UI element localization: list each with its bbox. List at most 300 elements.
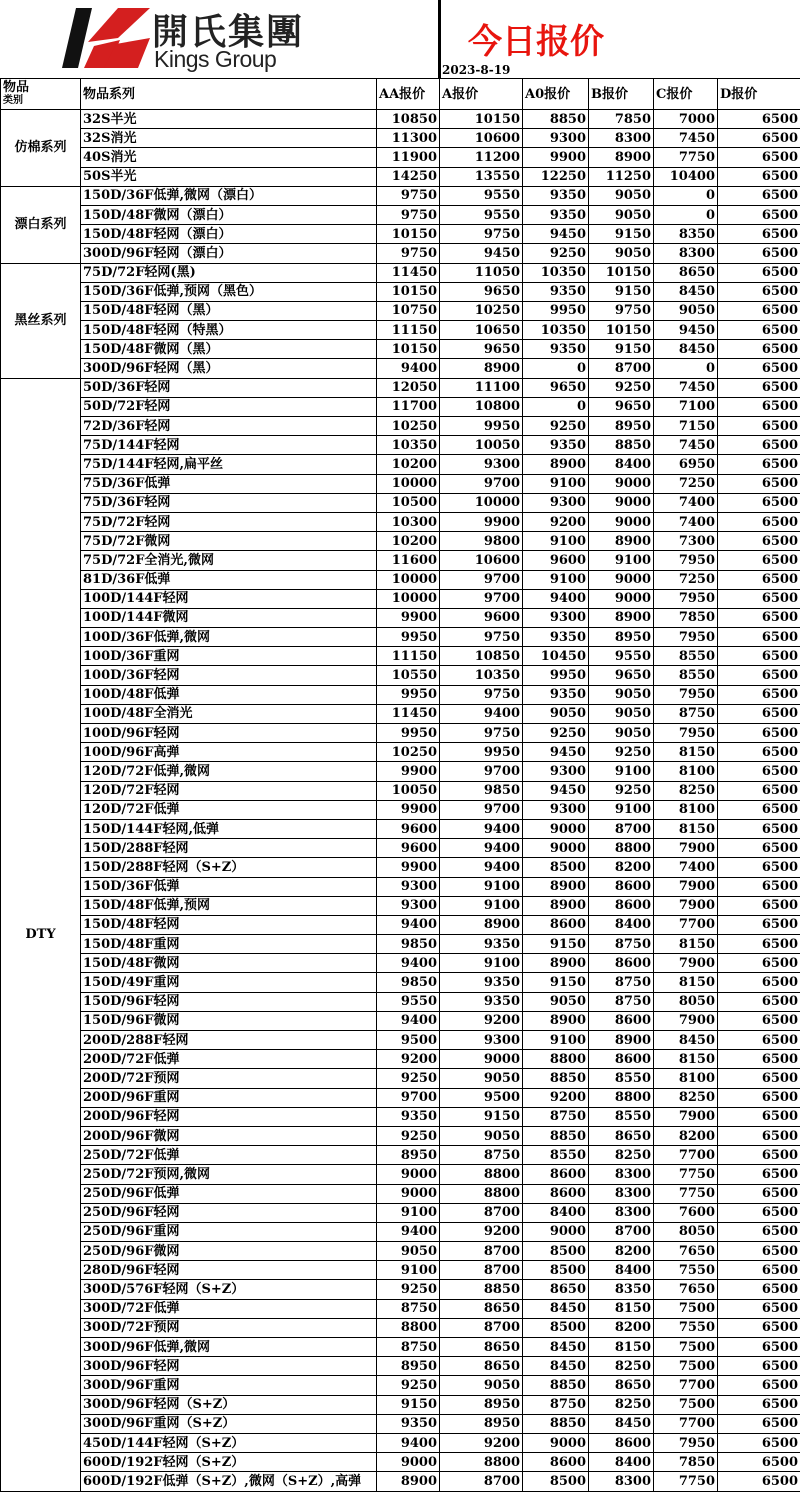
price-cell: 6500 [718,1011,800,1030]
series-cell: 75D/144F轻网 [81,436,377,455]
price-cell: 6500 [718,915,800,934]
series-cell: 100D/36F低弹,微网 [81,628,377,647]
price-cell: 9000 [589,474,654,493]
price-cell: 10600 [440,129,523,148]
price-cell: 9300 [523,608,589,627]
price-cell: 6500 [718,1453,800,1472]
series-cell: 150D/36F低弹,微网（漂白） [81,186,377,205]
price-cell: 9300 [440,455,523,474]
price-cell: 9700 [440,570,523,589]
price-cell: 7850 [589,110,654,129]
price-cell: 10450 [523,647,589,666]
series-cell: 150D/48F轻网（黑） [81,301,377,320]
table-row [1,474,800,493]
price-cell: 8900 [377,1472,440,1491]
price-cell: 13550 [440,167,523,186]
price-cell: 7400 [654,858,718,877]
price-cell: 9100 [523,570,589,589]
quote-date: 2023-8-19 [442,63,511,77]
table-row [1,1184,800,1203]
price-cell: 7900 [654,896,718,915]
price-cell: 9350 [523,628,589,647]
price-table [0,78,800,1492]
price-cell: 8600 [523,1184,589,1203]
price-cell: 8600 [589,877,654,896]
price-cell: 9050 [523,992,589,1011]
price-cell: 6500 [718,647,800,666]
price-cell: 6500 [718,321,800,340]
price-cell: 9350 [377,1414,440,1433]
price-cell: 7950 [654,589,718,608]
price-cell: 8900 [440,915,523,934]
category-cell: DTY [1,378,81,1491]
price-cell: 9050 [589,724,654,743]
price-cell: 6500 [718,1395,800,1414]
table-row [1,704,800,723]
price-cell: 8650 [654,263,718,282]
price-cell: 9350 [377,1107,440,1126]
table-row [1,321,800,340]
price-cell: 7450 [654,436,718,455]
price-cell: 7100 [654,397,718,416]
price-cell: 10500 [377,493,440,512]
price-cell: 9150 [523,935,589,954]
price-cell: 0 [654,205,718,224]
price-cell: 10000 [440,493,523,512]
series-cell: 75D/72F微网 [81,532,377,551]
price-cell: 9100 [523,1031,589,1050]
table-row [1,167,800,186]
price-cell: 9100 [377,1261,440,1280]
price-cell: 9350 [523,282,589,301]
series-cell: 150D/48F低弹,预网 [81,896,377,915]
price-cell: 9000 [589,570,654,589]
price-cell: 9300 [440,1031,523,1050]
price-cell: 7950 [654,724,718,743]
price-cell: 10850 [377,110,440,129]
brand-name-cn: 開氏集團 [152,12,305,53]
price-cell: 9000 [523,839,589,858]
price-cell: 8750 [523,1395,589,1414]
table-body [1,110,800,1492]
price-cell: 9400 [377,359,440,378]
price-cell: 0 [654,359,718,378]
series-cell: 120D/72F低弹,微网 [81,762,377,781]
price-cell: 8500 [523,1242,589,1261]
price-cell: 8850 [523,1069,589,1088]
price-cell: 10200 [377,532,440,551]
price-cell: 10000 [377,474,440,493]
price-cell: 6500 [718,186,800,205]
price-cell: 7500 [654,1357,718,1376]
price-cell: 9700 [440,589,523,608]
price-cell: 8600 [523,1165,589,1184]
price-cell: 6500 [718,1414,800,1433]
price-cell: 8900 [523,877,589,896]
table-row [1,1069,800,1088]
table-row [1,954,800,973]
price-cell: 8950 [377,1146,440,1165]
price-cell: 8450 [654,1031,718,1050]
price-cell: 8050 [654,1222,718,1241]
header-aa: AA报价 [377,79,440,110]
header-a0: A0报价 [523,79,589,110]
price-cell: 8400 [589,455,654,474]
price-cell: 6500 [718,724,800,743]
price-cell: 9000 [589,512,654,531]
table-row [1,301,800,320]
series-cell: 150D/49F重网 [81,973,377,992]
price-cell: 6500 [718,455,800,474]
price-cell: 9750 [440,628,523,647]
series-cell: 75D/144F轻网,扁平丝 [81,455,377,474]
price-cell: 8950 [589,628,654,647]
header-category: 物品 类别 [1,79,81,110]
price-cell: 8500 [523,858,589,877]
price-cell: 8200 [589,1318,654,1337]
series-cell: 100D/144F微网 [81,608,377,627]
table-row [1,570,800,589]
price-cell: 8300 [654,244,718,263]
series-cell: 600D/192F轻网（S+Z） [81,1453,377,1472]
price-cell: 8650 [440,1357,523,1376]
price-cell: 8650 [523,1280,589,1299]
price-cell: 9100 [589,762,654,781]
header [0,0,800,78]
price-cell: 7600 [654,1203,718,1222]
price-cell: 8850 [440,1280,523,1299]
price-cell: 7750 [654,148,718,167]
table-row [1,1165,800,1184]
price-cell: 8700 [589,819,654,838]
table-row [1,1280,800,1299]
price-cell: 8800 [377,1318,440,1337]
price-cell: 9250 [377,1126,440,1145]
price-cell: 6500 [718,474,800,493]
price-cell: 9400 [377,1222,440,1241]
price-cell: 7500 [654,1338,718,1357]
table-row [1,839,800,858]
price-cell: 7250 [654,570,718,589]
price-cell: 8600 [589,896,654,915]
price-cell: 6500 [718,512,800,531]
price-cell: 6500 [718,608,800,627]
series-cell: 100D/96F轻网 [81,724,377,743]
price-cell: 6500 [718,148,800,167]
table-row [1,1031,800,1050]
table-row [1,896,800,915]
price-cell: 6500 [718,1165,800,1184]
price-cell: 7700 [654,915,718,934]
price-cell: 6500 [718,992,800,1011]
series-cell: 40S消光 [81,148,377,167]
table-row [1,935,800,954]
price-cell: 6500 [718,1261,800,1280]
price-cell: 8750 [377,1299,440,1318]
series-cell: 32S消光 [81,129,377,148]
table-row [1,148,800,167]
series-cell: 250D/96F低弹 [81,1184,377,1203]
price-cell: 9650 [440,340,523,359]
price-cell: 8850 [523,1376,589,1395]
price-cell: 11100 [440,378,523,397]
price-cell: 10150 [377,225,440,244]
price-cell: 9250 [377,1280,440,1299]
price-cell: 8700 [440,1472,523,1491]
table-row [1,1357,800,1376]
price-cell: 6500 [718,551,800,570]
price-cell: 8150 [589,1338,654,1357]
price-cell: 10750 [377,301,440,320]
price-cell: 10300 [377,512,440,531]
price-cell: 11250 [589,167,654,186]
price-cell: 6500 [718,1107,800,1126]
price-cell: 9400 [377,1011,440,1030]
table-row [1,417,800,436]
price-cell: 7150 [654,417,718,436]
table-row [1,493,800,512]
series-cell: 32S半光 [81,110,377,129]
series-cell: 250D/96F微网 [81,1242,377,1261]
series-cell: 100D/96F高弹 [81,743,377,762]
series-cell: 150D/48F微网 [81,954,377,973]
price-cell: 0 [523,359,589,378]
price-cell: 9950 [523,666,589,685]
table-row [1,858,800,877]
price-cell: 6500 [718,743,800,762]
price-cell: 9400 [440,858,523,877]
price-cell: 9550 [440,205,523,224]
price-cell: 9050 [440,1069,523,1088]
price-cell: 6500 [718,704,800,723]
price-cell: 6500 [718,532,800,551]
price-cell: 9800 [440,532,523,551]
price-cell: 9300 [523,762,589,781]
series-cell: 120D/72F轻网 [81,781,377,800]
price-cell: 9100 [523,532,589,551]
price-cell: 7700 [654,1414,718,1433]
price-cell: 8700 [440,1242,523,1261]
price-cell: 10050 [377,781,440,800]
price-cell: 9100 [523,474,589,493]
price-cell: 9000 [589,589,654,608]
price-cell: 8250 [654,1088,718,1107]
price-cell: 8750 [377,1338,440,1357]
price-cell: 8550 [589,1107,654,1126]
price-cell: 10800 [440,397,523,416]
price-cell: 9150 [440,1107,523,1126]
price-cell: 8800 [589,839,654,858]
price-cell: 10400 [654,167,718,186]
price-cell: 11150 [377,647,440,666]
price-cell: 7750 [654,1165,718,1184]
price-cell: 9250 [377,1069,440,1088]
price-cell: 8150 [654,973,718,992]
price-cell: 6500 [718,800,800,819]
series-cell: 600D/192F低弹（S+Z）,微网（S+Z）,高弹 [81,1472,377,1491]
price-cell: 10200 [377,455,440,474]
price-cell: 7950 [654,685,718,704]
price-cell: 9350 [440,935,523,954]
price-cell: 6500 [718,493,800,512]
price-cell: 9600 [377,819,440,838]
price-cell: 9450 [654,321,718,340]
price-cell: 7950 [654,628,718,647]
price-cell: 9650 [589,666,654,685]
price-cell: 9000 [377,1165,440,1184]
series-cell: 200D/96F微网 [81,1126,377,1145]
price-cell: 9150 [589,340,654,359]
price-cell: 7850 [654,608,718,627]
series-cell: 250D/96F轻网 [81,1203,377,1222]
series-cell: 100D/144F轻网 [81,589,377,608]
table-row [1,915,800,934]
price-cell: 6500 [718,1299,800,1318]
series-cell: 300D/96F轻网（S+Z） [81,1395,377,1414]
price-cell: 8600 [589,1011,654,1030]
series-cell: 120D/72F低弹 [81,800,377,819]
series-cell: 50S半光 [81,167,377,186]
price-cell: 8450 [523,1357,589,1376]
table-row [1,1299,800,1318]
table-row [1,263,800,282]
series-cell: 300D/72F预网 [81,1318,377,1337]
price-cell: 12250 [523,167,589,186]
price-cell: 8100 [654,800,718,819]
price-cell: 8050 [654,992,718,1011]
series-cell: 300D/576F轻网（S+Z） [81,1280,377,1299]
price-cell: 7750 [654,1184,718,1203]
price-cell: 6500 [718,1433,800,1452]
price-cell: 9100 [440,877,523,896]
price-cell: 8900 [440,359,523,378]
price-cell: 9400 [440,839,523,858]
price-cell: 9350 [523,685,589,704]
series-cell: 300D/96F低弹,微网 [81,1338,377,1357]
price-cell: 9400 [377,954,440,973]
price-cell: 9700 [440,762,523,781]
price-cell: 9450 [523,781,589,800]
price-cell: 10350 [377,436,440,455]
series-cell: 150D/48F轻网（特黑） [81,321,377,340]
price-cell: 9450 [523,743,589,762]
table-row [1,110,800,129]
price-cell: 9000 [523,819,589,838]
price-cell: 8700 [440,1261,523,1280]
table-row [1,205,800,224]
series-cell: 150D/48F轻网 [81,915,377,934]
price-cell: 9550 [589,647,654,666]
series-cell: 100D/36F轻网 [81,666,377,685]
price-cell: 10150 [377,340,440,359]
price-cell: 9100 [589,551,654,570]
price-cell: 9400 [440,704,523,723]
price-cell: 9000 [377,1453,440,1472]
table-row [1,819,800,838]
price-cell: 7500 [654,1395,718,1414]
price-cell: 7450 [654,378,718,397]
price-cell: 8100 [654,1069,718,1088]
series-cell: 200D/96F轻网 [81,1107,377,1126]
price-cell: 9300 [377,896,440,915]
price-cell: 9750 [377,205,440,224]
price-cell: 7650 [654,1280,718,1299]
price-cell: 9000 [523,1433,589,1452]
series-cell: 200D/72F预网 [81,1069,377,1088]
price-cell: 9950 [377,628,440,647]
price-cell: 9050 [589,704,654,723]
price-cell: 10600 [440,551,523,570]
price-cell: 8350 [589,1280,654,1299]
series-cell: 300D/96F轻网 [81,1357,377,1376]
price-cell: 6500 [718,378,800,397]
price-cell: 7900 [654,1011,718,1030]
price-cell: 9900 [523,148,589,167]
price-cell: 9950 [377,685,440,704]
price-cell: 9950 [377,724,440,743]
price-cell: 9200 [440,1433,523,1452]
table-row [1,877,800,896]
price-cell: 9750 [377,186,440,205]
price-cell: 9500 [377,1031,440,1050]
price-cell: 8500 [523,1472,589,1491]
price-cell: 8850 [589,436,654,455]
price-cell: 8950 [440,1414,523,1433]
price-cell: 9600 [523,551,589,570]
price-cell: 6500 [718,1242,800,1261]
price-cell: 8300 [589,1203,654,1222]
table-row [1,1395,800,1414]
price-cell: 6500 [718,877,800,896]
price-cell: 6500 [718,1088,800,1107]
price-cell: 6500 [718,1050,800,1069]
price-cell: 6500 [718,1184,800,1203]
category-cell: 仿棉系列 [1,110,81,187]
price-cell: 8250 [589,1357,654,1376]
table-row [1,685,800,704]
price-cell: 8700 [589,1222,654,1241]
price-cell: 6500 [718,1280,800,1299]
price-cell: 8750 [440,1146,523,1165]
price-cell: 7850 [654,1453,718,1472]
price-cell: 8600 [523,1453,589,1472]
series-cell: 81D/36F低弹 [81,570,377,589]
table-row [1,551,800,570]
series-cell: 150D/36F低弹,预网（黑色） [81,282,377,301]
price-cell: 8900 [523,1011,589,1030]
price-cell: 9300 [377,877,440,896]
table-row [1,532,800,551]
price-cell: 9400 [523,589,589,608]
price-cell: 9500 [440,1088,523,1107]
price-cell: 9550 [377,992,440,1011]
price-cell: 8750 [654,704,718,723]
price-cell: 6500 [718,1031,800,1050]
price-cell: 6500 [718,301,800,320]
series-cell: 300D/96F重网（S+Z） [81,1414,377,1433]
price-cell: 9000 [440,1050,523,1069]
price-cell: 9050 [523,704,589,723]
price-cell: 10150 [589,321,654,340]
price-cell: 8700 [589,359,654,378]
price-cell: 7500 [654,1299,718,1318]
header-a: A报价 [440,79,523,110]
price-cell: 9400 [377,915,440,934]
series-cell: 150D/36F低弹 [81,877,377,896]
price-cell: 8600 [523,915,589,934]
price-cell: 8900 [589,148,654,167]
price-cell: 9550 [440,186,523,205]
